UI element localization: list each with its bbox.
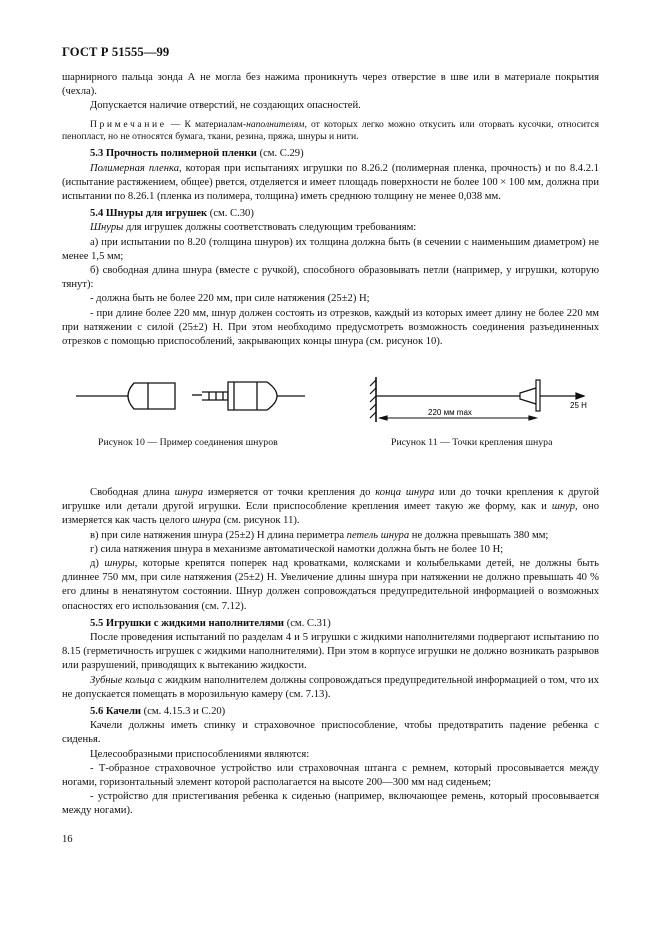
attachment-bar <box>536 380 540 411</box>
paragraph: Свободная длина шнура измеряется от точки крепления до конца шнура или до точки крепления к другой игрушке или детали другой игрушки. Если приспособление крепления имеет такую же форму, как и шнур, оно измеряется как часть целого шнура (см. рисунок 11). <box>62 487 599 527</box>
paragraph: Шнуры для игрушек должны соответствовать следующим требованиям: <box>90 222 417 234</box>
paragraph: Качели должны иметь спинку и страховочное приспособление, чтобы предотвратить падение ребенка с сиденья. <box>62 720 599 746</box>
figure-10-drawing <box>76 382 305 410</box>
figures-drawing <box>62 372 599 434</box>
connector-left <box>128 383 175 409</box>
section-heading-5-3: 5.3 Прочность полимерной пленки (см. С.29) <box>90 148 304 160</box>
figures-row <box>62 372 599 462</box>
cord-end <box>520 388 536 404</box>
note-label: Примечание <box>90 118 167 130</box>
connector-right <box>228 382 277 410</box>
figure-11-drawing <box>370 377 584 422</box>
note: Примечание — К материалам-наполнителям, от которых легко можно откусить или оторвать кусочки, относится пенопласт, но не относятся бумага, ткани, резина, пряжа, шнуры и нити. <box>62 118 599 143</box>
force-label: 25 Н <box>570 401 587 410</box>
list-subitem: - при длине более 220 мм, шнур должен состоять из отрезков, каждый из которых имеет длину не более 220 мм при натяжении с силой (25±2) Н. При этом необходимо предусмотреть возможность соединения разъединенных отрезков с помощью приспособлений, закрывающих концы шнура (см. рисунок 10). <box>62 307 599 348</box>
list-item-a: а) при испытании по 8.20 (толщина шнуров) их толщина должна быть (в сечении с наименьшим диаметром) не менее 1,5 мм; <box>62 236 599 262</box>
main-text-block-2 <box>62 486 599 819</box>
list-item-d: д) шнуры, которые крепятся поперек над кроватками, колясками и колыбельками детей, не должны быть длиннее 750 мм, при силе натяжения (25±2) Н. Увеличение длины шнура при натяжении не должно превышать 40 % его длины в ненатянутом состоянии. Шнур должен сопровождаться предупредительной информацией о возможных опасностях его использования (см. 7.12). <box>62 558 599 612</box>
connector-plug <box>202 392 228 400</box>
main-text-block-1 <box>62 71 599 349</box>
figure-11-caption: Рисунок 11 — Точки крепления шнура <box>391 437 553 448</box>
list-subitem: - устройство для пристегивания ребенка к сиденью (например, включающее ремень, который просовывается между ногами). <box>62 791 599 817</box>
list-subitem: - Т-образное страховочное устройство или страховочная штанга с ремнем, который просовывается между ногами, горизонтальный элемент которой располагается на высоте 200—300 мм над сиденьем; <box>62 762 599 789</box>
paragraph: Целесообразными приспособлениями являются: <box>90 748 310 760</box>
section-heading-5-5: 5.5 Игрушки с жидкими наполнителями (см. С.31) <box>90 617 331 629</box>
document-header: ГОСТ Р 51555—99 <box>62 45 170 59</box>
section-heading-5-4: 5.4 Шнуры для игрушек (см. С.30) <box>90 208 254 220</box>
page-number: 16 <box>62 834 73 845</box>
dimension-label: 220 мм max <box>428 408 472 417</box>
paragraph: После проведения испытаний по разделам 4 и 5 игрушки с жидкими наполнителями подвергают испытанию по 8.15 (герметичность игрушек с жидкими наполнителями). При этом в корпусе игрушки не должно возникать разрывов или разрушений, приводящих к вытеканию жидкости. <box>62 632 599 672</box>
section-heading-5-6: 5.6 Качели (см. 4.15.3 и С.20) <box>90 706 226 718</box>
list-subitem: - должна быть не более 220 мм, при силе натяжения (25±2) Н; <box>90 293 370 305</box>
force-arrow <box>576 393 584 399</box>
paragraph: шарнирного пальца зонда А не могла без нажима проникнуть через отверстие в шве или в материале покрытия (чехла). <box>62 72 599 98</box>
paragraph: Допускается наличие отверстий, не создающих опасностей. <box>90 100 361 112</box>
paragraph: Зубные кольца с жидким наполнителем должны сопровождаться предупредительной информацией о том, что их не допускается помещать в морозильную камеру (см. 7.13). <box>62 674 599 700</box>
list-item-g: г) сила натяжения шнура в механизме автоматической намотки должна быть не более 10 Н; <box>90 543 504 555</box>
list-item-v: в) при силе натяжения шнура (25±2) Н длина периметра петель шнура не должна превышать 380 мм; <box>90 529 549 541</box>
list-item-b: б) свободная длина шнура (вместе с ручкой), способного образовывать петли (например, у игрушки, которую тянут): <box>62 265 599 291</box>
figure-10-caption: Рисунок 10 — Пример соединения шнуров <box>98 437 278 448</box>
paragraph: Полимерная пленка, которая при испытаниях игрушки по 8.26.2 (полимерная пленка, прочность) и по 8.4.2.1 (испытание растяжением, общее) рвется, отделяется и имеет площадь поверхности не более 100 × 100 мм, должна при испытании по 8.26.1 (пленка из полимера, толщина) иметь среднюю толщину не менее 0,038 мм. <box>62 162 599 203</box>
